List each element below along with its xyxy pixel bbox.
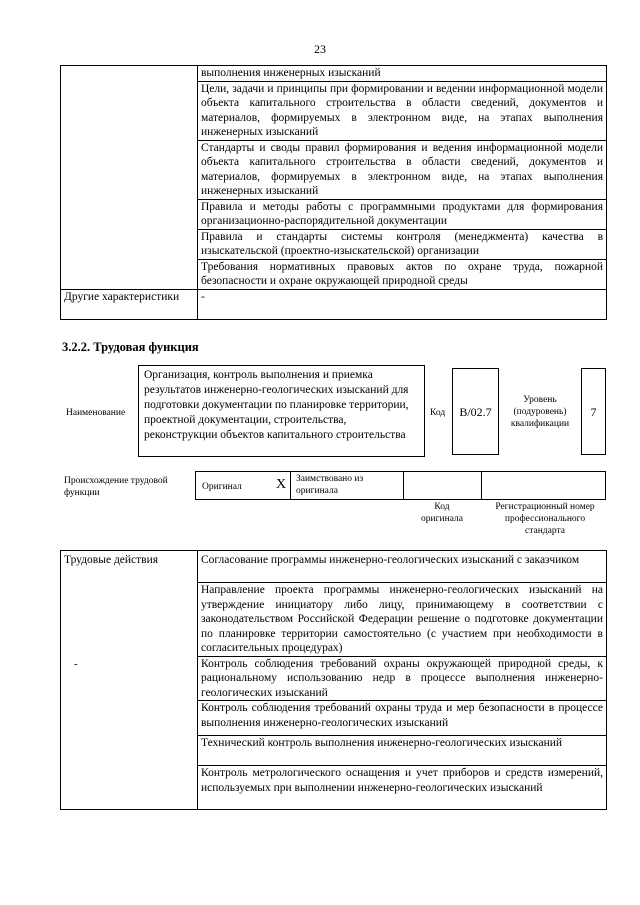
divider: [290, 471, 291, 500]
labor-action-item: Контроль соблюдения требований охраны окружающей природной среды, к рациональному использованию недр в процессе выполнения инженерно-геологических изысканий: [198, 656, 607, 701]
original-label: Оригинал: [202, 482, 242, 492]
divider: [403, 471, 404, 500]
knowledge-item: Требования нормативных правовых актов по охране труда, пожарной безопасности и охране окружающей природной среды: [198, 259, 607, 289]
name-label: Наименование: [66, 408, 126, 418]
knowledge-item: Правила и методы работы с программными продуктами для формирования организационно-распорядительной документации: [198, 199, 607, 229]
dash-mark: -: [74, 657, 78, 670]
level-value: 7: [590, 405, 597, 419]
code-box: [452, 368, 499, 455]
labor-action-item: Контроль соблюдения требований охраны труда и мер безопасности в процессе выполнения инженерно-геологических изысканий: [198, 701, 607, 736]
origin-row: [195, 471, 606, 500]
function-name: Организация, контроль выполнения и приемка результатов инженерно-геологических изысканий для подготовки документации по планировке территории, проектной документации, строительства, реконструкции объектов капитального строительства: [144, 369, 409, 441]
code-original-label: Код оригинала: [421, 502, 463, 524]
labor-action-item: Согласование программы инженерно-геологических изысканий с заказчиком: [198, 551, 607, 583]
origin-label: Происхождение трудовой функции: [64, 476, 168, 498]
labor-action-item: Технический контроль выполнения инженерно-геологических изысканий: [198, 736, 607, 766]
labor-action-item: Направление проекта программы инженерно-геологических изысканий на утверждение инициатору либо лицу, принимающему в соответствии с законодательством Российской Федерации решение о подготовке документации по планировке территории самостоятельно (с участием при необходимости в согласительных процедурах): [198, 583, 607, 657]
qualification-level-label: Уровень (подуровень) квалификации: [510, 395, 570, 429]
borrowed-label: Заимствовано из оригинала: [296, 474, 364, 496]
section-title: 3.2.2. Трудовая функция: [62, 340, 199, 354]
divider: [481, 471, 482, 500]
knowledge-item: Правила и стандарты системы контроля (менеджмента) качества в изыскательской (проектно-изыскательской) организации: [198, 229, 607, 259]
labor-actions-table: [60, 550, 607, 810]
function-name-box: [138, 365, 425, 457]
code-label: Код: [430, 408, 446, 418]
reg-number-label: Регистрационный номер профессионального стандарта: [495, 502, 595, 536]
original-mark: X: [276, 477, 287, 492]
page-number: 23: [314, 42, 326, 56]
labor-action-item: Контроль метрологического оснащения и учет приборов и средств измерений, используемых при выполнении инженерно-геологических изысканий: [198, 766, 607, 810]
knowledge-item: Цели, задачи и принципы при формировании и ведении информационной модели объекта капитального строительства в области сведений, документов и материалов, формируемых в электронном виде, на этапах выполнения инженерных изысканий: [198, 81, 607, 140]
knowledge-item: выполнения инженерных изысканий: [198, 66, 607, 82]
code-value: В/02.7: [459, 405, 492, 419]
other-characteristics-label: Другие характеристики: [61, 289, 198, 319]
labor-actions-label: Трудовые действия -: [61, 551, 198, 810]
other-characteristics-value: -: [198, 289, 607, 319]
knowledge-table: [60, 65, 607, 320]
knowledge-item: Стандарты и своды правил формирования и ведения информационной модели объекта капитального строительства в области сведений, документов и материалов, формируемых в электронном виде, на этапах выполнения инженерных изысканий: [198, 140, 607, 199]
level-box: [581, 368, 606, 455]
left-empty-cell: [61, 66, 198, 290]
